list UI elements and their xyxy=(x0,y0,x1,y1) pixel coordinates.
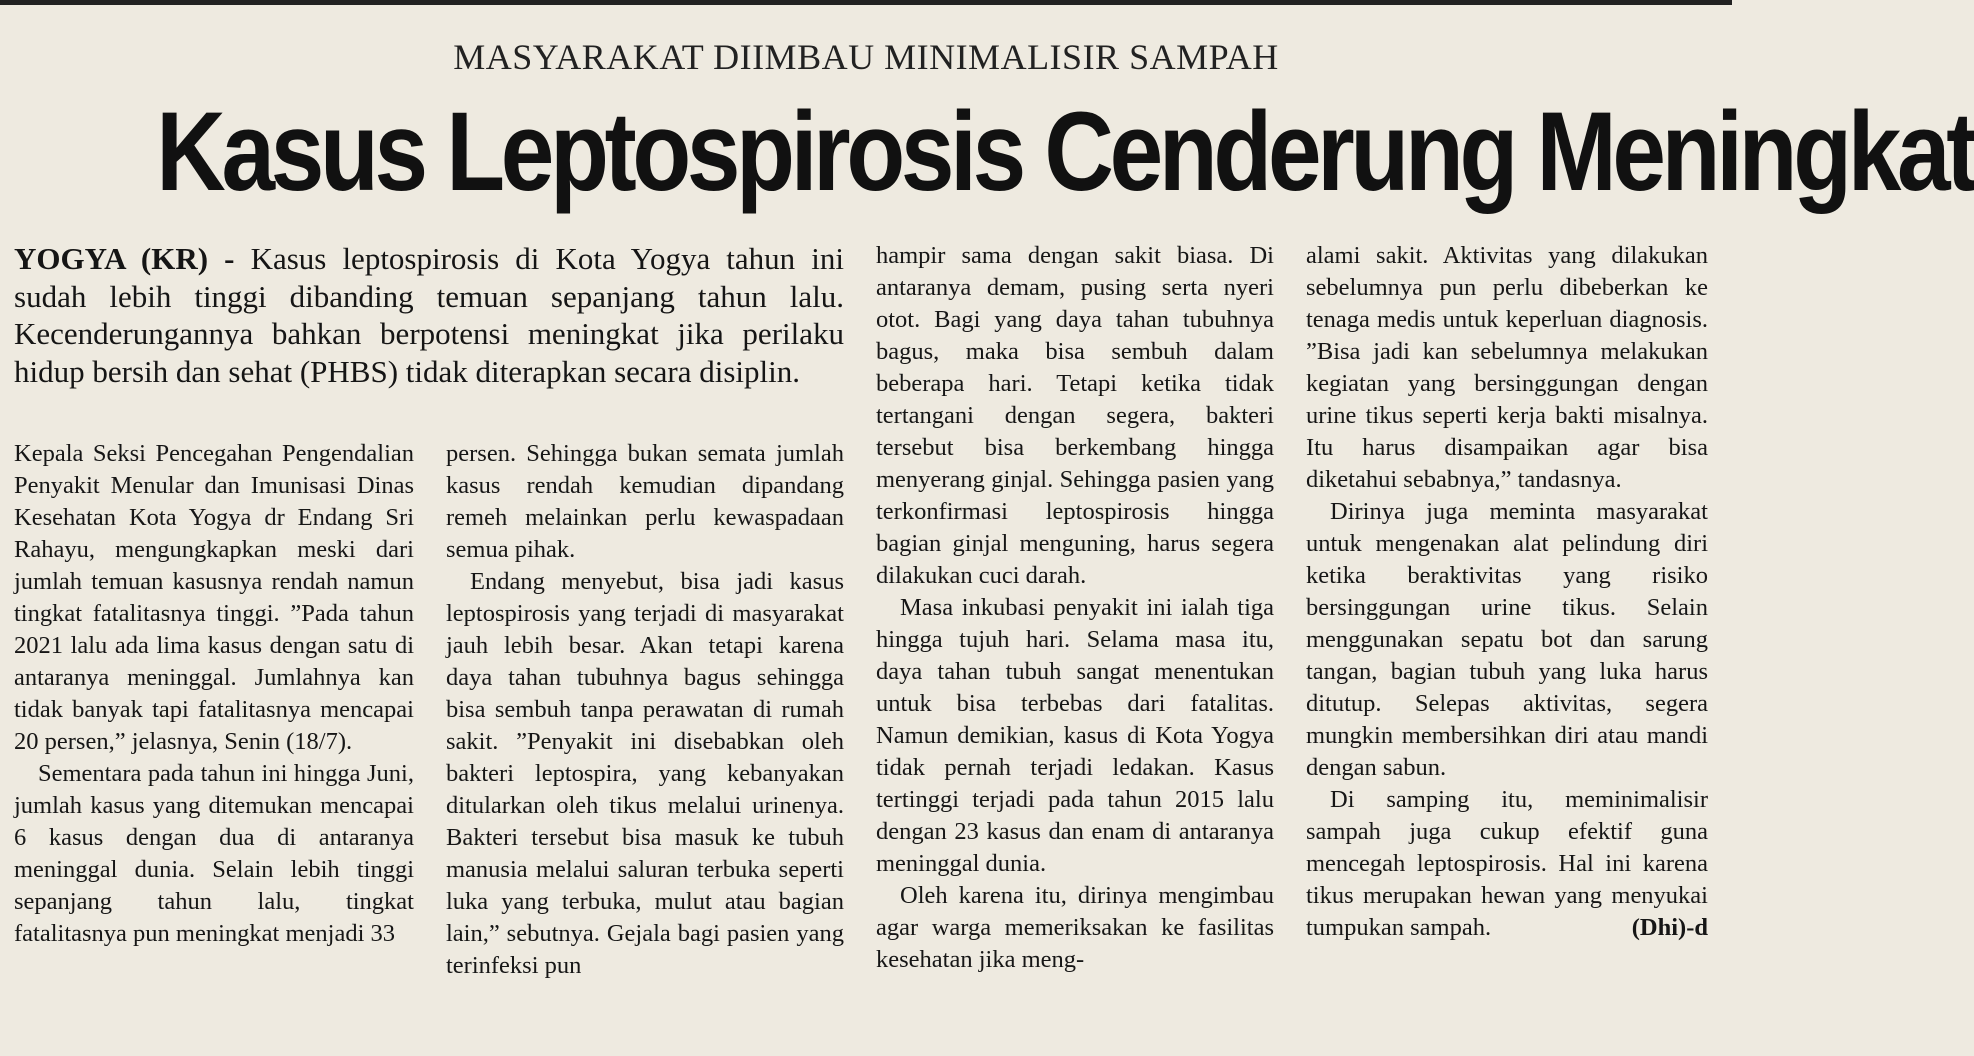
body-column-1 xyxy=(14,438,414,950)
dateline: YOGYA (KR) - xyxy=(14,241,235,276)
article-kicker: MASYARAKAT DIIMBAU MINIMALISIR SAMPAH xyxy=(453,37,1279,77)
paragraph: alami sakit. Aktivitas yang dilakukan sebelumnya pun perlu dibeberkan ke tenaga medis untuk keperluan diagnosis. ”Bisa jadi kan sebelumnya melakukan kegiatan yang bersinggungan dengan urine tikus seperti kerja bakti misalnya. Itu harus disampaikan agar bisa diketahui sebabnya,” tandasnya. xyxy=(1306,242,1708,493)
paragraph: Endang menyebut, bisa jadi kasus leptospirosis yang terjadi di masyarakat jauh lebih besar. Akan tetapi karena daya tahan tubuhnya bagus sehingga bisa sembuh tanpa perawatan di rumah sakit. ”Penyakit ini disebabkan oleh bakteri leptospira, yang kebanyakan ditularkan oleh tikus melalui urinenya. Bakteri tersebut bisa masuk ke tubuh manusia melalui saluran terbuka seperti luka yang terbuka, mulut atau bagian lain,” sebutnya. Gejala bagi pasien yang terinfeksi pun xyxy=(446,568,844,979)
paragraph: Di samping itu, meminimalisir sampah juga cukup efektif guna mencegah leptospirosis. Hal ini karena tikus merupakan hewan yang menyukai tumpukan sampah. xyxy=(1306,786,1708,941)
paragraph: persen. Sehingga bukan semata jumlah kasus rendah kemudian dipandang remeh melainkan perlu kewaspadaan semua pihak. xyxy=(446,440,844,563)
article-headline: Kasus Leptospirosis Cenderung Meningkat xyxy=(156,89,1974,214)
body-column-2 xyxy=(446,438,844,982)
top-rule xyxy=(0,0,1732,5)
body-column-4 xyxy=(1306,240,1708,944)
paragraph: hampir sama dengan sakit biasa. Di antaranya demam, pusing serta nyeri otot. Bagi yang daya tahan tubuhnya bagus, maka bisa sembuh dalam beberapa hari. Tetapi ketika tidak tertangani dengan segera, bakteri tersebut bisa berkembang hingga menyerang ginjal. Sehingga pasien yang terkonfirmasi leptospirosis hingga bagian ginjal menguning, harus segera dilakukan cuci darah. xyxy=(876,242,1274,589)
body-column-3 xyxy=(876,240,1274,976)
paragraph: Masa inkubasi penyakit ini ialah tiga hingga tujuh hari. Selama masa itu, daya tahan tubuh sangat menentukan untuk bisa terbebas dari fatalitas. Namun demikian, kasus di Kota Yogya tidak pernah terjadi ledakan. Kasus tertinggi terjadi pada tahun 2015 lalu dengan 23 kasus dan enam di antaranya meninggal dunia. xyxy=(876,594,1274,877)
paragraph: Sementara pada tahun ini hingga Juni, jumlah kasus yang ditemukan mencapai 6 kasus dengan dua di antaranya meninggal dunia. Selain lebih tinggi sepanjang tahun lalu, tingkat fatalitasnya pun meningkat menjadi 33 xyxy=(14,760,414,947)
lead-text: Kasus leptospirosis di Kota Yogya tahun ini sudah lebih tinggi dibanding temuan sepanjang tahun lalu. Kecenderungannya bahkan berpotensi meningkat jika perilaku hidup bersih dan sehat (PHBS) tidak diterapkan secara disiplin. xyxy=(14,241,844,389)
article-byline: (Dhi)-d xyxy=(1631,914,1708,941)
paragraph: Dirinya juga meminta masyarakat untuk mengenakan alat pelindung diri ketika beraktivitas yang risiko bersinggungan urine tikus. Selain menggunakan sepatu bot dan sarung tangan, bagian tubuh yang luka harus ditutup. Selepas aktivitas, segera mungkin membersihkan diri atau mandi dengan sabun. xyxy=(1306,498,1708,781)
paragraph: Kepala Seksi Pencegahan Pengendalian Penyakit Menular dan Imunisasi Dinas Kesehatan Kota Yogya dr Endang Sri Rahayu, mengungkapkan meski dari jumlah temuan kasusnya rendah namun tingkat fatalitasnya tinggi. ”Pada tahun 2021 lalu ada lima kasus dengan satu di antaranya meninggal. Jumlahnya kan tidak banyak tapi fatalitasnya mencapai 20 persen,” jelasnya, Senin (18/7). xyxy=(14,440,414,755)
paragraph: Oleh karena itu, dirinya mengimbau agar warga memeriksakan ke fasilitas kesehatan jika meng- xyxy=(876,882,1274,973)
article-lead xyxy=(14,240,844,390)
